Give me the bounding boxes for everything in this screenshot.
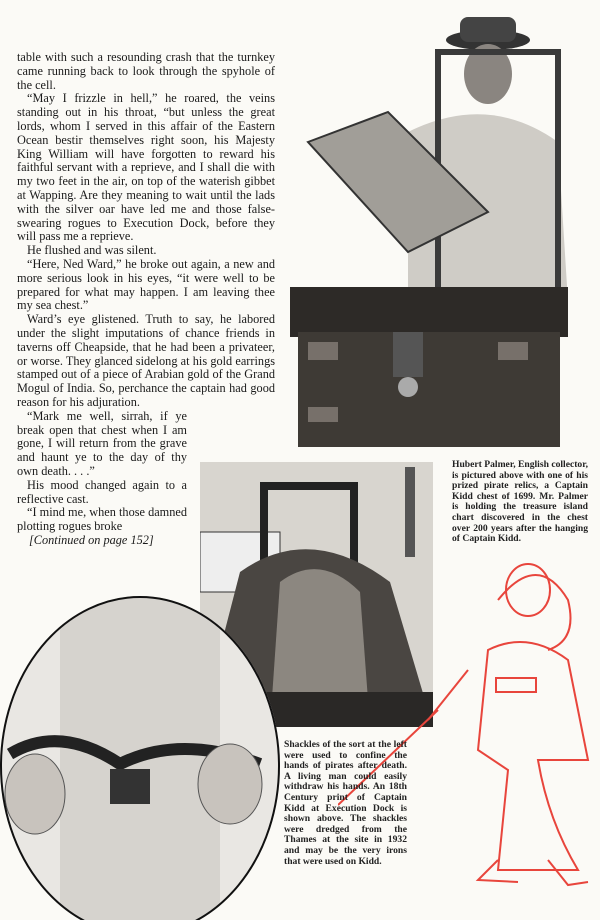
- paragraph: table with such a resounding crash that the turnkey came running back to look through the spyhole of the cell.: [17, 50, 275, 92]
- paragraph: Ward’s eye glistened. Truth to say, he labored under the slight imputations of chance friends in taverns off Cheapside, that he had been a privateer, or worse. They glanced sidelong at his gold earrings stamped out of a piece of Arabian gold of the Grand Mogul of India. So, perchance the captain had good reason for his adjuration.: [17, 312, 275, 409]
- paragraph: “May I frizzle in hell,” he roared, the veins standing out in his throat, “but unless the great lords, whom I served in this affair of the Eastern Ocean bestir themselves right soon, his Majesty King William will have forgotten to reward his faithful servant with a reprieve, and I shall die with my two feet in the air, on top of the waterish gibbet at Wapping. Are they meaning to wait until the lads with the silver oar have led me and those false-swearing rogues to Execution Dock, before they will pass me a reprieve.: [17, 91, 275, 244]
- paragraph: “I mind me, when those damned plotting rogues broke: [17, 505, 187, 534]
- paragraph: He flushed and was silent.: [27, 243, 157, 258]
- article-column: [17, 51, 275, 548]
- paragraph: “Mark me well, sirrah, if ye break open that chest when I am gone, I will return from the grave and haunt ye to the day of thy own death. . . .”: [17, 408, 187, 478]
- paragraph: His mood changed again to a reflective cast.: [17, 477, 187, 506]
- paragraph: “Here, Ned Ward,” he broke out again, a new and more serious look in his eyes, “it were well to be prepared for what may happen. I am leaving thee my sea chest.”: [17, 256, 275, 313]
- palmer-caption: Hubert Palmer, English collector, is pictured above with one of his prized pirate relics, a Captain Kidd chest of 1699. Mr. Palmer is holding the treasure island chart discovered in the chest over 200 years after the hanging of Captain Kidd.: [452, 459, 588, 545]
- shackles-photo: [0, 594, 280, 920]
- palmer-chest-photo: [288, 12, 578, 454]
- shackles-caption: Shackles of the sort at the left were used to confine the hands of pirates after death. A living man could easily withdraw his hands. An 18th Century print of Captain Kidd at Execution Dock is shown above. The shackles were dredged from the Thames at the site in 1932 and may be the very irons that were used on Kidd.: [284, 739, 407, 867]
- narrow-text: [17, 410, 187, 548]
- continued-note: [Continued on page 152]: [29, 532, 154, 547]
